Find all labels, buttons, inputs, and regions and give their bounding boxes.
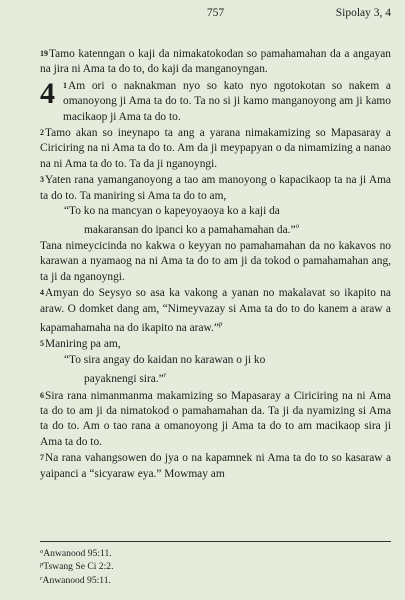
footnote-mark: o [40, 548, 44, 555]
footnote-text: Tswang Se Ci 2:2. [43, 561, 114, 573]
verse-3 [40, 172, 391, 204]
scripture-text [40, 46, 391, 482]
footnote [40, 546, 190, 559]
verse-5 [40, 336, 391, 352]
verse-2 [40, 125, 391, 172]
footnote-text: Anwanood 95:11. [43, 548, 112, 559]
verse-text: Sira rana nimanmanma makamizing so Mapasaray a Ciriciring na ni Ama ta do to am ji da nimatokod o pamahamahan da. Ta ji da nyamizing si Ama ta do to. Am o tao rana a omanoyong ji Ama ta do to am macikaop sira ji Ama ta do to. [40, 389, 391, 448]
footnote [40, 573, 190, 586]
verse-4-1 [40, 78, 391, 125]
verse-number: 1 [63, 80, 67, 90]
quote-text: payaknengi sira.” [84, 373, 164, 386]
verse-text: Am ori o naknakman nyo so kato nyo ngotokotan so nakem a omanoyong ji Ama ta do to. Ta no si ji kamo manganoyong am ji kamo macikaop ji Ama ta do to. [63, 79, 391, 123]
verse-4 [40, 285, 391, 336]
quote-line [40, 219, 391, 238]
chapter-number: 4 [40, 76, 55, 110]
cross-reference-mark: o [295, 222, 300, 231]
footnote [40, 559, 190, 572]
quote-text: makaransan do ipanci ko a pamahamahan da.” [84, 224, 296, 237]
verse-3-continued: Tana nimeycicinda no kakwa o keyyan no pamahamahan da no kakavos no karawan a nyamaog na ni Ama ta do to am ji da tokod o pamahamahan ang, ta ji da nganoyngi. [40, 239, 391, 283]
verse-number: 19 [40, 49, 48, 58]
footnote-mark: r [40, 574, 43, 582]
cross-reference-mark: p [218, 319, 223, 328]
verse-text: Tamo katenngan o kaji da nimakatokodan so pamahamahan da a angayan na jira ni Ama ta do to, do kaji da manganoyngan. [40, 48, 391, 76]
verse-text: Yaten rana yamanganoyong a tao am manoyong o kapacikaop ta na ji Ama ta do to. Ta maniring si Ama ta do to am, [40, 174, 391, 202]
footnotes [40, 541, 391, 586]
verse-number: 5 [40, 339, 44, 349]
verse-number: 6 [40, 390, 44, 400]
verse-text: Na rana vahangsowen do jya o na kapamnek ni Ama ta do to so kasaraw a yaipanci a “sicyaraw eya.” Mowmay am [40, 452, 391, 480]
quote-line: “To sira angay do kaidan no karawan o ji ko [64, 353, 266, 366]
cross-reference-mark: r [163, 371, 167, 380]
quote-line: “To ko na mancyan o kapeyoyaoya ko a kaji da [64, 205, 280, 218]
page-number: 757 [206, 7, 225, 19]
verse-number: 3 [40, 175, 44, 185]
verse-7 [40, 450, 391, 482]
verse-19 [40, 46, 391, 78]
verse-number: 7 [40, 453, 44, 463]
verse-6 [40, 388, 391, 451]
page-header [40, 2, 391, 24]
footnote-mark: p [40, 561, 44, 569]
verse-text: Maniring pa am, [45, 338, 121, 351]
quote-line [40, 368, 391, 387]
verse-number: 4 [40, 288, 44, 298]
verse-text: Tamo akan so ineynapo ta ang a yarana nimakamizing so Mapasaray a Ciriciring na ni Ama ta do to. Am da ji meypapyan o da nimamizing a nanao na ni Ama ta do to. Ta da ji nganoyngi. [40, 127, 391, 170]
chapter-reference: Sipolay 3, 4 [335, 7, 391, 19]
verse-number: 2 [40, 128, 44, 138]
footnote-text: Anwanood 95:11. [42, 574, 111, 586]
verse-text: Amyan do Seysyo so asa ka vakong a yanan no makalavat so ikapito na araw. O domket dang am, “Nimeyvazay si Ama ta do to do kanem a araw a kapamahamaha na do ikapito na araw.” [40, 287, 391, 334]
